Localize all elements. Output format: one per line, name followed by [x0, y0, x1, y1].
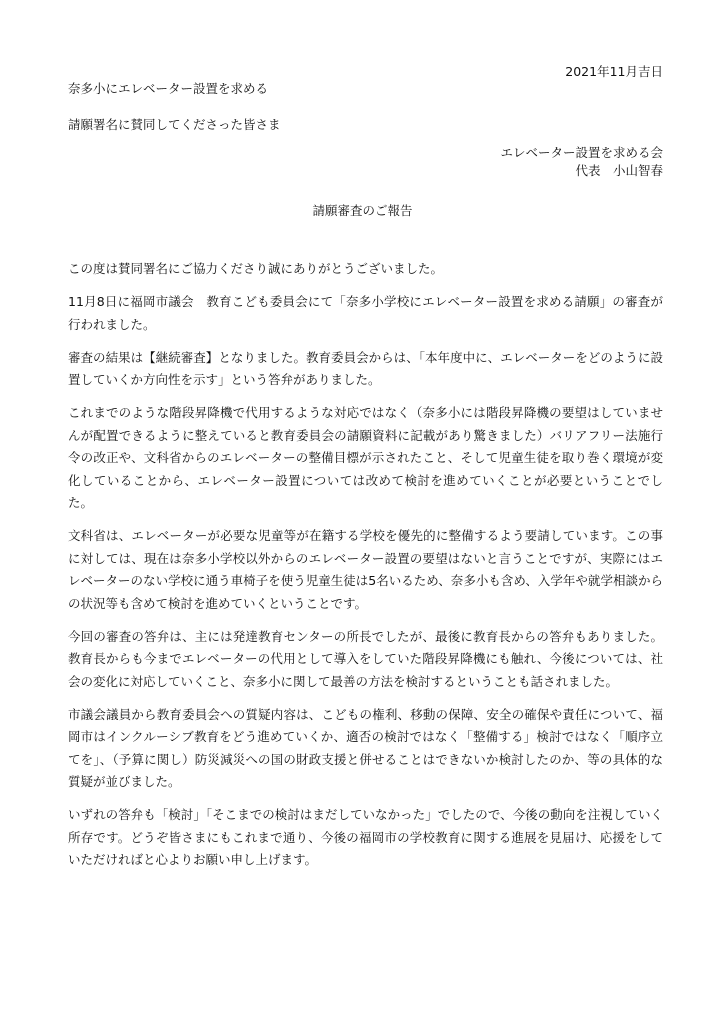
letter-body [68, 258, 663, 882]
addressee-line-2: 請願署名に賛同してくださった皆さま [68, 117, 281, 132]
paragraph-closing: いずれの答弁も「検討」「そこまでの検討はまだしていなかった」でしたので、今後の動向を注視していく所存です。どうぞ皆さまにもこれまで通り、今後の福岡市の学校教育に関する進展を見届け、応援をしていただければと心よりお願い申し上げます。 [68, 807, 663, 867]
sender-organization: エレベーター設置を求める会 [500, 145, 663, 160]
addressee-line-1: 奈多小にエレベーター設置を求める [68, 81, 269, 96]
paragraph-questions: 市議会議員から教育委員会への質疑内容は、こどもの権利、移動の保障、安全の確保や責任について、福岡市はインクルーシブ教育をどう進めていくか、適否の検討ではなく「整備する」検討ではなく「順序立てを」、（予算に関し）防災減災への国の財政支援と併せることはできないか検討したのか、等の具体的な質疑が並びました。 [68, 706, 663, 789]
letter-date: 2021年11月吉日 [565, 64, 663, 79]
paragraph-hearing-date: 11月8日に福岡市議会 教育こども委員会にて「奈多小学校にエレベーター設置を求める請願」の審査が行われました。 [68, 294, 663, 332]
paragraph-background: これまでのような階段昇降機で代用するような対応ではなく（奈多小には階段昇降機の要望はしていませんが配置できるように整えていると教育委員会の請願資料に記載があり驚きました）バリアフリー法施行令の改正や、文科省からのエレベーターの整備目標が示されたこと、そして児童生徒を取り巻く環境が変化していることから、エレベーター設置については改めて検討を進めていくことが必要ということでした。 [68, 405, 663, 510]
paragraph-thanks: この度は賛同署名にご協力くださり誠にありがとうございました。 [68, 261, 444, 276]
paragraph-answers: 今回の審査の答弁は、主には発達教育センターの所長でしたが、最後に教育長からの答弁もありました。教育長からも今までエレベーターの代用として導入をしていた階段昇降機にも触れ、今後については、社会の変化に対応していくこと、奈多小に関して最善の方法を検討するということも話されました。 [68, 628, 663, 689]
paragraph-result: 審査の結果は【継続審査】となりました。教育委員会からは、「本年度中に、エレベーターをどのように設置していくか方向性を示す」という答弁がありました。 [68, 349, 663, 387]
paragraph-mext-request: 文科省は、エレベーターが必要な児童等が在籍する学校を優先的に整備するよう要請しています。この事に対しては、現在は奈多小学校以外からのエレベーター設置の要望はないと言うことですが、実際にはエレベーターのない学校に通う車椅子を使う児童生徒は5名いるため、奈多小も含め、入学年や就学相談からの状況等も含めて検討を進めていくということです。 [68, 528, 663, 611]
document-title: 請願審査のご報告 [312, 203, 413, 218]
sender-representative: 代表 小山智春 [575, 163, 663, 178]
